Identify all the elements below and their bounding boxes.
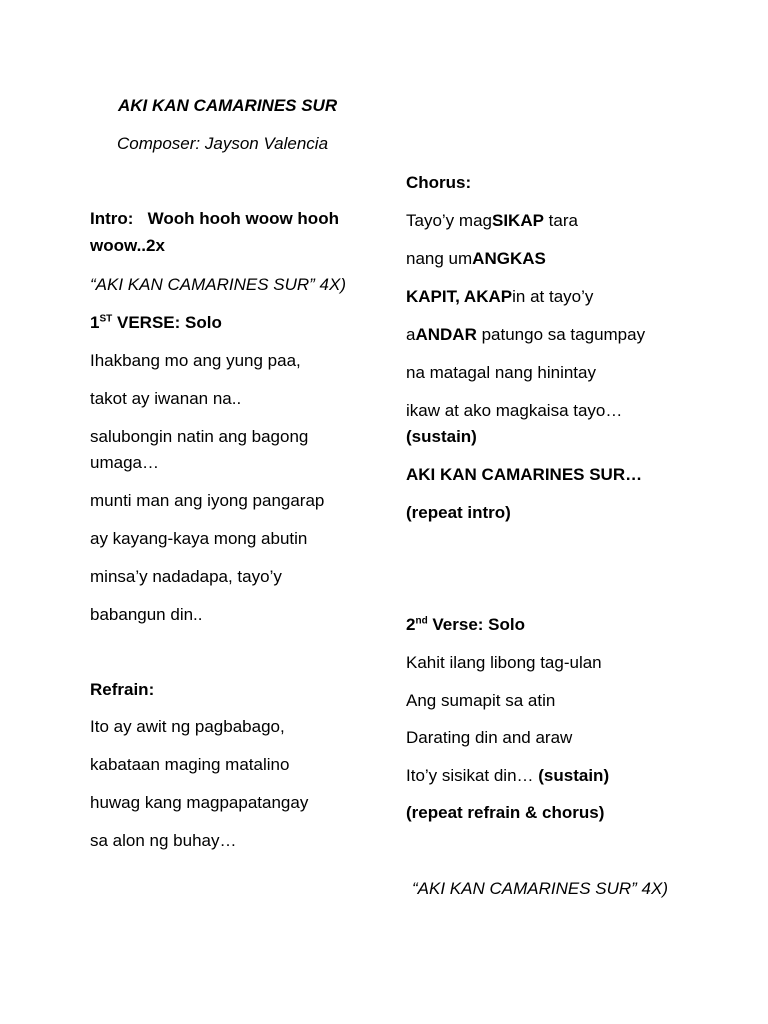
chorus-line bbox=[406, 208, 578, 233]
chorus-line: na matagal nang hinintay bbox=[406, 363, 596, 382]
intro-quote: “AKI KAN CAMARINES SUR” 4X) bbox=[90, 275, 346, 294]
refrain-line: kabataan maging matalino bbox=[90, 755, 290, 774]
verse2-text: Ito’y sisikat din… bbox=[406, 766, 539, 785]
chorus-emphasis: SIKAP bbox=[491, 211, 544, 230]
chorus-text: nang um bbox=[406, 249, 473, 268]
refrain-line: huwag kang magpapatangay bbox=[90, 793, 309, 812]
chorus-line bbox=[406, 246, 546, 271]
verse1-line: umaga… bbox=[90, 453, 159, 472]
composer-credit: Composer: Jayson Valencia bbox=[117, 134, 329, 153]
chorus-emphasis: ANDAR bbox=[415, 325, 477, 344]
verse1-line: salubongin natin ang bagong bbox=[90, 427, 309, 446]
repeat-intro: (repeat intro) bbox=[406, 503, 511, 522]
chorus-title-line: AKI KAN CAMARINES SUR… bbox=[406, 465, 643, 484]
verse2-sustain: (sustain) bbox=[538, 766, 610, 785]
chorus-line bbox=[406, 322, 645, 347]
verse1-heading bbox=[90, 310, 222, 335]
verse2-line bbox=[406, 763, 609, 788]
verse2-superscript: nd bbox=[415, 615, 428, 627]
verse1-line: takot ay iwanan na.. bbox=[90, 389, 242, 408]
verse1-line: Ihakbang mo ang yung paa, bbox=[90, 351, 301, 370]
repeat-refrain-chorus: (repeat refrain & chorus) bbox=[406, 803, 605, 822]
verse2-number: 2 bbox=[406, 615, 416, 634]
chorus-text: tara bbox=[543, 211, 578, 230]
chorus-line: ikaw at ako magkaisa tayo… bbox=[406, 401, 623, 420]
verse1-superscript: ST bbox=[99, 313, 113, 325]
verse2-line: Darating din and araw bbox=[406, 728, 573, 747]
chorus-text: a bbox=[406, 325, 416, 344]
verse1-title: VERSE: Solo bbox=[116, 313, 222, 332]
verse2-line: Kahit ilang libong tag-ulan bbox=[406, 653, 602, 672]
outro-quote: “AKI KAN CAMARINES SUR” 4X) bbox=[412, 879, 668, 898]
chorus-text: patungo sa tagumpay bbox=[476, 325, 646, 344]
verse1-line: munti man ang iyong pangarap bbox=[90, 491, 325, 510]
chorus-emphasis: ANGKAS bbox=[472, 249, 546, 268]
refrain-line: Ito ay awit ng pagbabago, bbox=[90, 717, 285, 736]
refrain-heading: Refrain: bbox=[90, 680, 155, 699]
verse2-line: Ang sumapit sa atin bbox=[406, 691, 556, 710]
verse1-line: minsa’y nadadapa, tayo’y bbox=[90, 567, 282, 586]
intro-label: Intro: bbox=[90, 209, 134, 228]
chorus-emphasis: KAPIT, AKAP bbox=[406, 287, 513, 306]
chorus-line bbox=[406, 284, 593, 309]
chorus-text: in at tayo’y bbox=[512, 287, 594, 306]
intro-line bbox=[90, 206, 339, 231]
chorus-sustain: (sustain) bbox=[406, 427, 477, 446]
chorus-heading: Chorus: bbox=[406, 173, 472, 192]
verse2-heading bbox=[406, 612, 525, 637]
verse1-number: 1 bbox=[90, 313, 100, 332]
song-title: AKI KAN CAMARINES SUR bbox=[118, 96, 338, 115]
chorus-text: Tayo’y mag bbox=[406, 211, 492, 230]
verse1-line: ay kayang-kaya mong abutin bbox=[90, 529, 308, 548]
verse1-line: babangun din.. bbox=[90, 605, 203, 624]
refrain-line: sa alon ng buhay… bbox=[90, 831, 237, 850]
verse2-title: Verse: Solo bbox=[427, 615, 526, 634]
intro-text: Wooh hooh woow hooh bbox=[147, 209, 339, 228]
intro-line-2: woow..2x bbox=[90, 236, 165, 255]
